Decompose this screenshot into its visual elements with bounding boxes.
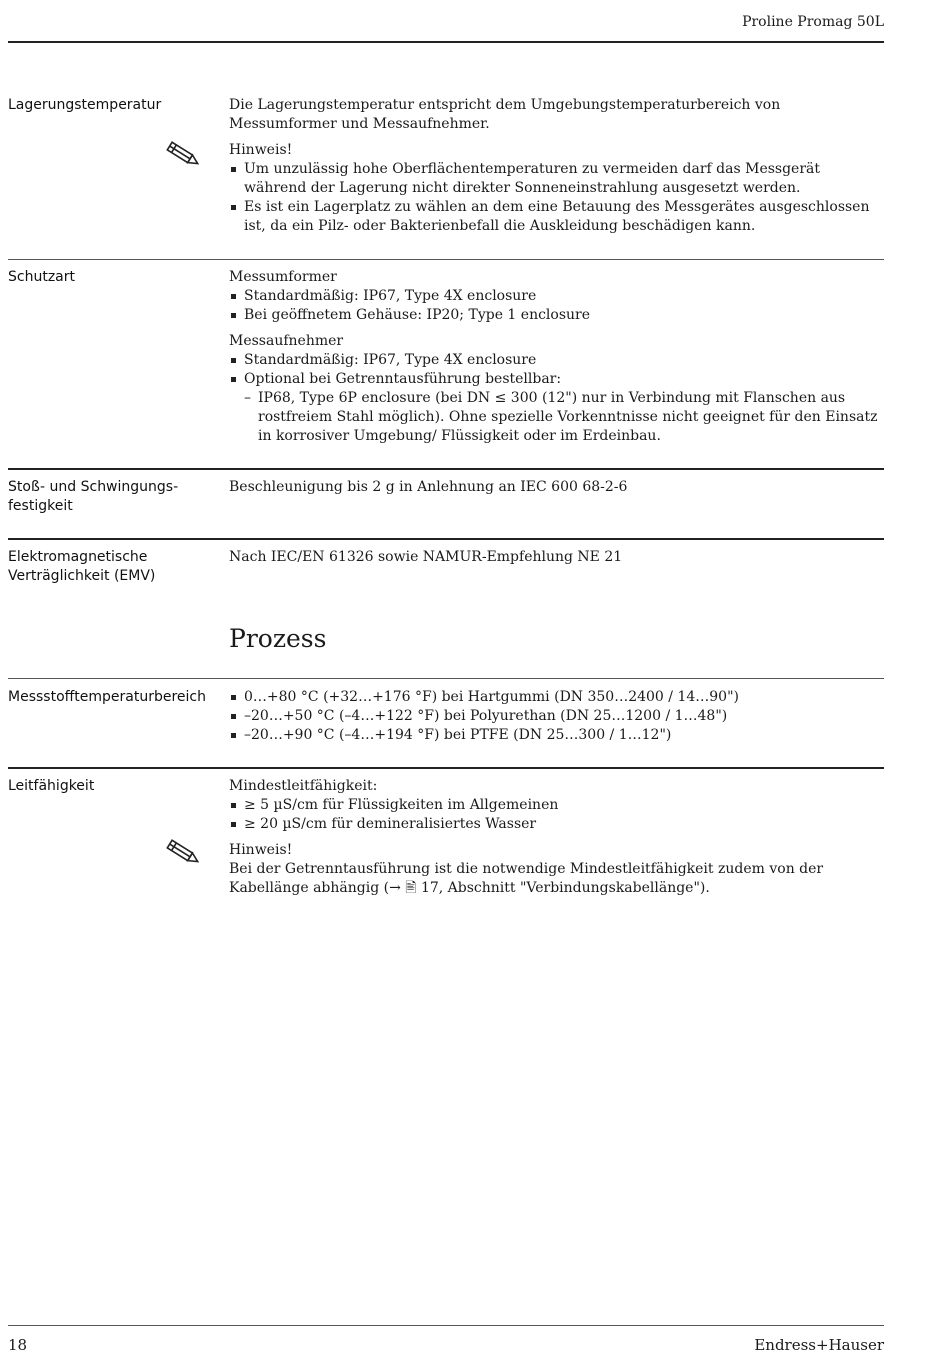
medium-temp-bullet: –20…+90 °C (–4…+194 °F) bei PTFE (DN 25…300 / 1…12") <box>229 726 885 745</box>
conductivity-bullet: ≥ 5 µS/cm für Flüssigkeiten im Allgemeinen <box>229 796 885 815</box>
medium-temp-bullet: 0…+80 °C (+32…+176 °F) bei Hartgummi (DN 350…2400 / 14…90") <box>229 688 885 707</box>
storage-content <box>229 96 885 236</box>
emc-label-line: Verträglichkeit (EMV) <box>8 568 156 584</box>
footer-brand: Endress+Hauser <box>754 1336 884 1354</box>
medium-temp-content <box>229 688 885 745</box>
transmitter-bullet: Standardmäßig: IP67, Type 4X enclosure <box>229 287 885 306</box>
emc-text: Nach IEC/EN 61326 sowie NAMUR-Empfehlung NE 21 <box>229 549 623 565</box>
sensor-bullet <box>229 370 885 389</box>
conductivity-label: Leitfähigkeit <box>8 778 95 794</box>
divider <box>8 259 884 260</box>
header-title: Proline Promag 50L <box>742 14 884 30</box>
medium-temp-label: Messstofftemperaturbereich <box>8 689 206 705</box>
emc-label-line: Elektromagnetische <box>8 549 148 565</box>
divider <box>8 678 884 679</box>
conductivity-note-title: Hinweis! <box>229 842 293 858</box>
storage-bullet: Um unzulässig hohe Oberflächentemperaturen zu vermeiden darf das Messgerät während der Lagerung nicht direkter Sonneneinstrahlung ausgesetzt werden. <box>229 160 885 198</box>
conductivity-content <box>229 777 885 898</box>
shock-label-line: Stoß- und Schwingungs- <box>8 479 179 495</box>
divider <box>8 468 884 470</box>
storage-text: Die Lagerungstemperatur entspricht dem Umgebungstemperaturbereich von Messumformer und Messaufnehmer. <box>229 97 781 132</box>
transmitter-bullet: Bei geöffnetem Gehäuse: IP20; Type 1 enclosure <box>229 306 885 325</box>
header-rule <box>8 41 884 43</box>
pencil-note-icon <box>163 140 203 170</box>
storage-note-title: Hinweis! <box>229 142 293 158</box>
storage-bullet: Es ist ein Lagerplatz zu wählen an dem eine Betauung des Messgerätes ausgeschlossen ist, da ein Pilz- oder Bakterienbefall die Auskleidung beschädigen kann. <box>229 198 885 236</box>
sensor-sub-item: – IP68, Type 6P enclosure (bei DN ≤ 300 (12") nur in Verbindung mit Flanschen aus rostfreiem Stahl möglich). Ohne spezielle Vorkenntnisse nicht geeignet für den Einsatz in korrosiver Umgebung/ Flüssigkeit oder im Erdeinbau. <box>229 389 885 446</box>
divider <box>8 767 884 769</box>
storage-label: Lagerungstemperatur <box>8 97 162 113</box>
divider <box>8 538 884 540</box>
section-title: Prozess <box>229 624 327 653</box>
shock-text: Beschleunigung bis 2 g in Anlehnung an IEC 600 68-2-6 <box>229 479 628 495</box>
conductivity-bullet: ≥ 20 µS/cm für demineralisiertes Wasser <box>229 815 885 834</box>
transmitter-title: Messumformer <box>229 269 337 285</box>
shock-label <box>8 478 218 516</box>
conductivity-note-text: Bei der Getrenntausführung ist die notwendige Mindestleitfähigkeit zudem von der Kabellänge abhängig (→ 🖹 17, Abschnitt "Verbindungskabellänge"). <box>229 861 824 896</box>
shock-label-line: festigkeit <box>8 498 73 514</box>
page-number: 18 <box>8 1336 28 1354</box>
protection-label: Schutzart <box>8 269 75 285</box>
sensor-bullet: Standardmäßig: IP67, Type 4X enclosure <box>229 351 885 370</box>
medium-temp-bullet: –20…+50 °C (–4…+122 °F) bei Polyurethan (DN 25…1200 / 1…48") <box>229 707 885 726</box>
emc-label <box>8 548 218 586</box>
protection-content <box>229 268 885 446</box>
sensor-title: Messaufnehmer <box>229 333 344 349</box>
conductivity-title: Mindestleitfähigkeit: <box>229 778 378 794</box>
footer-rule <box>8 1325 884 1326</box>
pencil-note-icon <box>163 838 203 868</box>
sensor-bullet-text: Optional bei Getrenntausführung bestellbar: <box>244 371 562 387</box>
